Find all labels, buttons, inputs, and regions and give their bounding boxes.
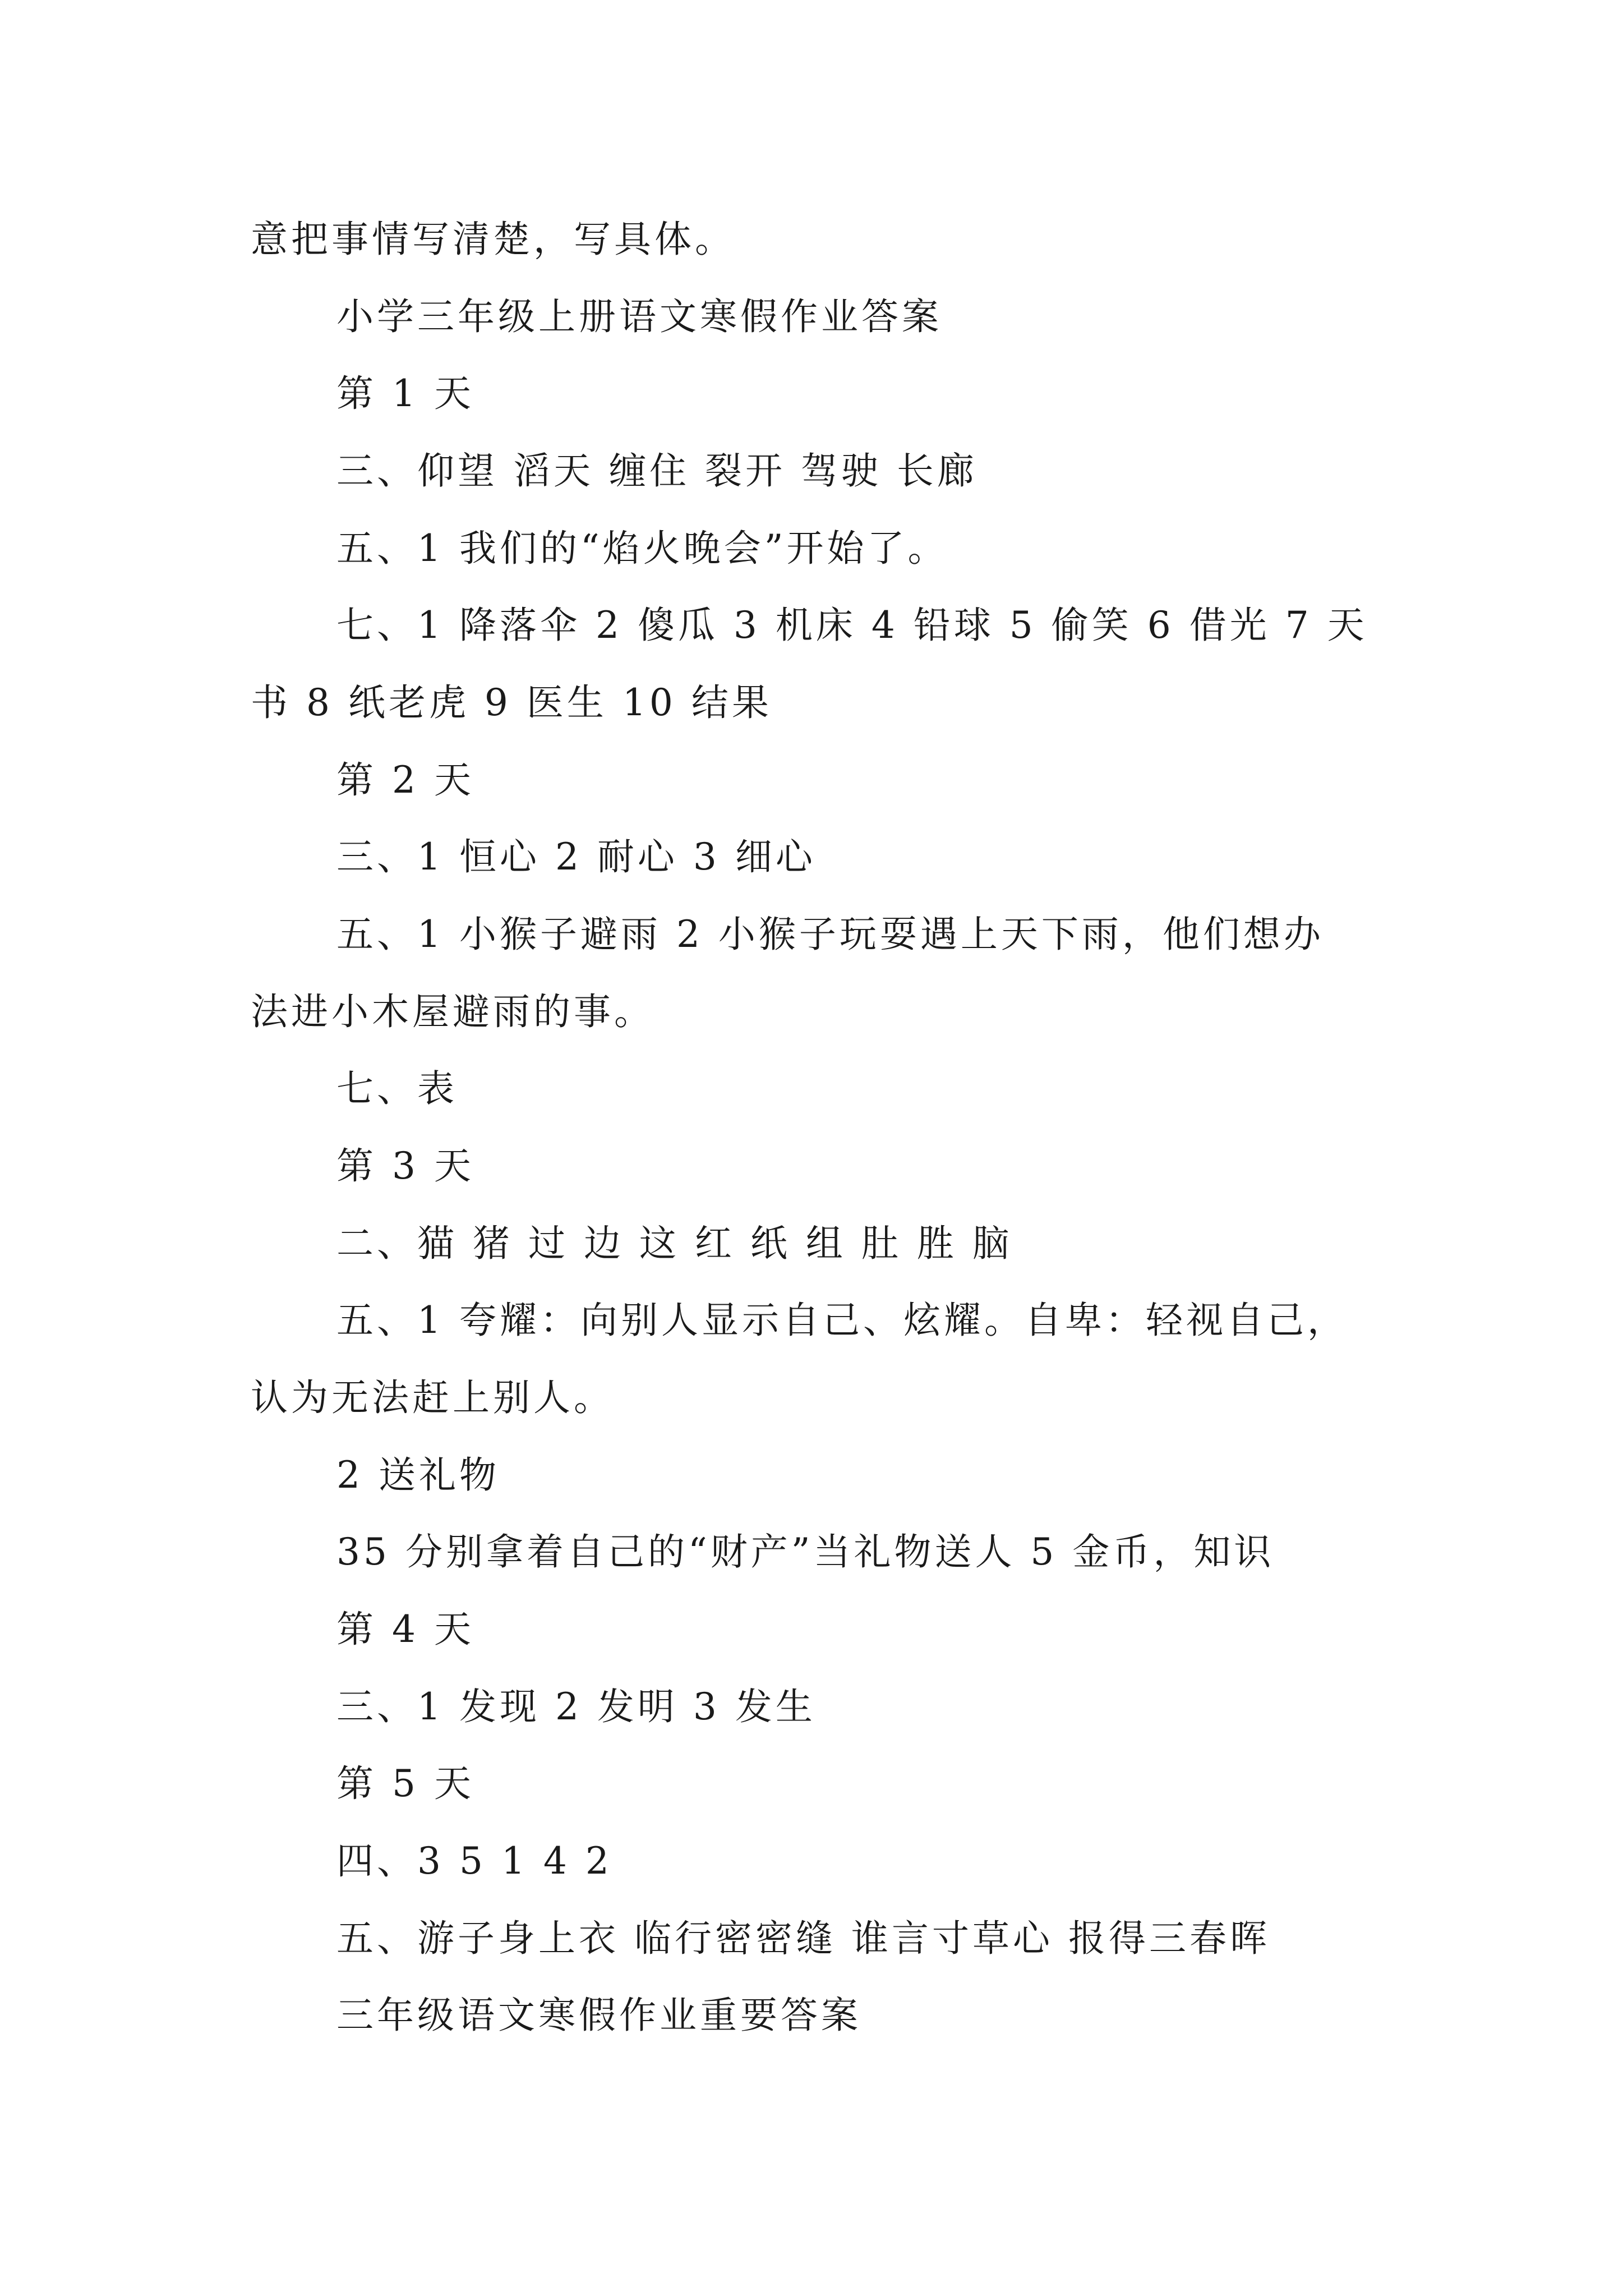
- text-line: 认为无法赶上别人。: [251, 1376, 614, 1419]
- text-line: 三、仰望 滔天 缠住 裂开 驾驶 长廊: [336, 449, 978, 493]
- day-heading: 第 5 天: [336, 1762, 474, 1805]
- text-line: 三、1 恒心 2 耐心 3 细心: [336, 835, 816, 878]
- text-line: 意把事情写清楚，写具体。: [251, 218, 735, 261]
- text-line: 七、表: [336, 1067, 458, 1110]
- text-line: 35 分别拿着自己的“财产”当礼物送人 5 金币，知识: [336, 1530, 1275, 1573]
- text-line: 五、1 夸耀：向别人显示自己、炫耀。自卑：轻视自己，: [336, 1299, 1348, 1342]
- section-title: 小学三年级上册语文寒假作业答案: [336, 295, 942, 338]
- text-line: 七、1 降落伞 2 傻瓜 3 机床 4 铅球 5 偷笑 6 借光 7 天: [336, 604, 1368, 647]
- text-line: 法进小木屋避雨的事。: [251, 990, 654, 1033]
- text-line: 二、猫 猪 过 边 这 红 纸 组 肚 胜 脑: [336, 1222, 1013, 1265]
- text-line: 四、3 5 1 4 2: [336, 1839, 612, 1883]
- text-line: 书 8 纸老虎 9 医生 10 结果: [251, 681, 772, 724]
- text-line: 五、1 我们的“焰火晚会”开始了。: [336, 527, 948, 570]
- day-heading: 第 1 天: [336, 372, 474, 415]
- text-line: 三、1 发现 2 发明 3 发生: [336, 1685, 816, 1728]
- section-title: 三年级语文寒假作业重要答案: [336, 1994, 861, 2037]
- day-heading: 第 2 天: [336, 758, 474, 802]
- text-line: 2 送礼物: [336, 1453, 500, 1497]
- day-heading: 第 4 天: [336, 1608, 474, 1651]
- text-line: 五、游子身上衣 临行密密缝 谁言寸草心 报得三春晖: [336, 1917, 1270, 1960]
- text-line: 五、1 小猴子避雨 2 小猴子玩耍遇上天下雨，他们想办: [336, 913, 1324, 956]
- day-heading: 第 3 天: [336, 1144, 474, 1188]
